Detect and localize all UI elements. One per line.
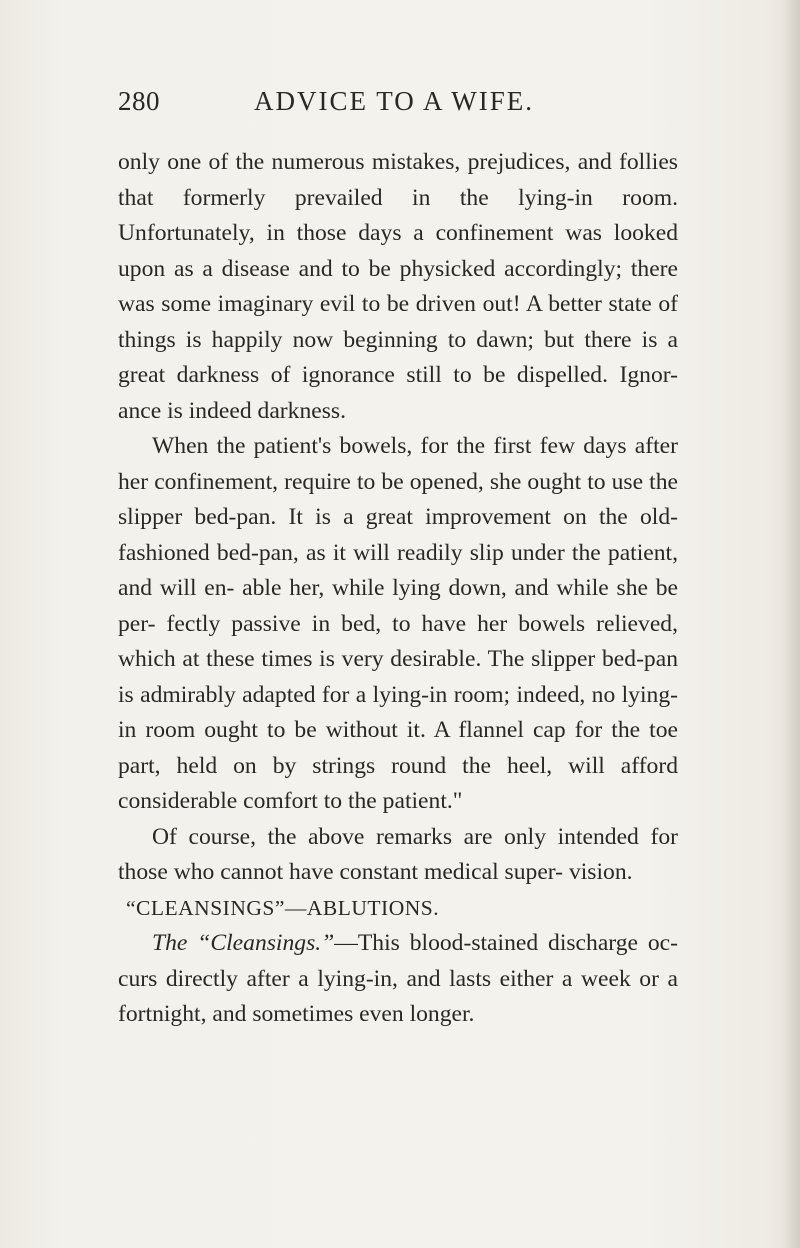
paragraph-cleansings-text: —This blood-stained discharge oc- curs directly after a lying-in, and lasts either a week or a fortnight, and sometimes even longer. xyxy=(118,930,679,1027)
paragraph-cleansings xyxy=(118,926,678,1033)
page-header xyxy=(118,86,678,126)
body-text xyxy=(118,145,678,1033)
section-heading: “CLEANSINGS”—ABLUTIONS. xyxy=(126,895,440,920)
page-edge-shadow xyxy=(782,0,800,1248)
paragraph-bed-pan: When the patient's bowels, for the first few days after her confinement, require to be opened, she ought to use the slipper bed-pan. It is a great improvement on the old-fashioned bed-pan, as it will readily slip under the patient, and will en- able her, while lying down, and while she be per- fectly passive in bed, to have her bowels relieved, which at these times is very desirable. The slipper bed-pan is admirably adapted for a lying-in room; indeed, no lying-in room ought to be without it. A flannel cap for the toe part, held on by strings round the heel, will afford considerable comfort to the patient." xyxy=(118,433,678,814)
paragraph-continuation: only one of the numerous mistakes, prejudices, and follies that formerly prevailed in the lying-in room. Unfortunately, in those days a confinement was looked upon as a disease and to be physicked accordingly; there was some imaginary evil to be driven out! A better state of things is happily now beginning to dawn; but there is a great darkness of ignorance still to be dispelled. Ignor- ance is indeed darkness. xyxy=(118,149,678,424)
page-number: 280 xyxy=(118,86,160,116)
paragraph-remarks: Of course, the above remarks are only intended for those who cannot have constant medical super- vision. xyxy=(118,823,678,885)
paragraph-lead-italic: The “Cleansings.” xyxy=(152,930,335,956)
running-head: ADVICE TO A WIFE. xyxy=(254,86,535,116)
